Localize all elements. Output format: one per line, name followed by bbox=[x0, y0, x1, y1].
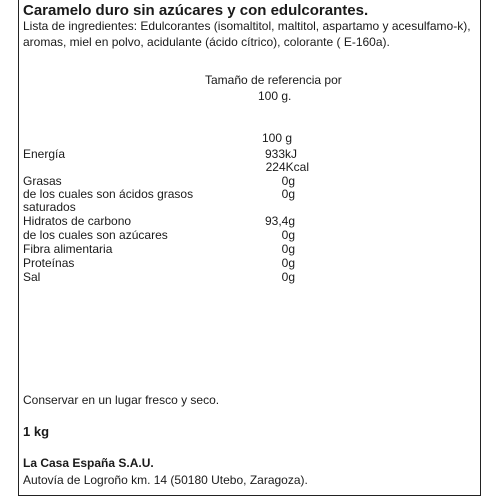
ingredients-text: Lista de ingredientes: Edulcorantes (isomaltitol, maltitol, aspartamo y acesulfamo-k), aromas, miel en polvo, acidulante (ácido cítrico), colorante ( E-160a). bbox=[23, 19, 471, 49]
energy-kcal: 224Kcal bbox=[265, 160, 309, 174]
nutrient-value: 0g bbox=[281, 228, 295, 242]
company-address: Autovía de Logroño km. 14 (50180 Utebo, Zaragoza). bbox=[23, 473, 308, 487]
energy-kj: 933kJ bbox=[264, 147, 297, 161]
nutrient-label: saturados bbox=[23, 200, 76, 214]
net-weight: 1 kg bbox=[23, 424, 50, 439]
nutrient-label: Proteínas bbox=[23, 256, 75, 270]
nutrient-label: Sal bbox=[23, 270, 41, 284]
nutrient-label: Fibra alimentaria bbox=[23, 242, 113, 256]
nutrient-label: Grasas bbox=[23, 174, 62, 188]
nutrient-value: 93,4g bbox=[264, 214, 295, 228]
nutrient-value: 0g bbox=[281, 174, 295, 188]
column-header: 100 g bbox=[262, 131, 293, 145]
energy-label: Energía bbox=[23, 147, 66, 161]
nutrient-value: 0g bbox=[281, 270, 295, 284]
storage-instructions: Conservar en un lugar fresco y seco. bbox=[23, 393, 220, 407]
reference-size-value: 100 g. bbox=[258, 89, 292, 103]
nutrient-label: de los cuales son ácidos grasos bbox=[23, 187, 194, 201]
nutrient-label: de los cuales son azúcares bbox=[23, 228, 168, 242]
reference-size-label: Tamaño de referencia por bbox=[205, 73, 342, 87]
product-title: Caramelo duro sin azúcares y con edulcorantes. bbox=[23, 2, 369, 19]
nutrient-label: Hidratos de carbono bbox=[23, 214, 132, 228]
nutrient-value: 0g bbox=[281, 256, 295, 270]
nutrient-value: 0g bbox=[281, 242, 295, 256]
nutrient-value: 0g bbox=[281, 187, 295, 201]
company-name: La Casa España S.A.U. bbox=[23, 456, 154, 470]
